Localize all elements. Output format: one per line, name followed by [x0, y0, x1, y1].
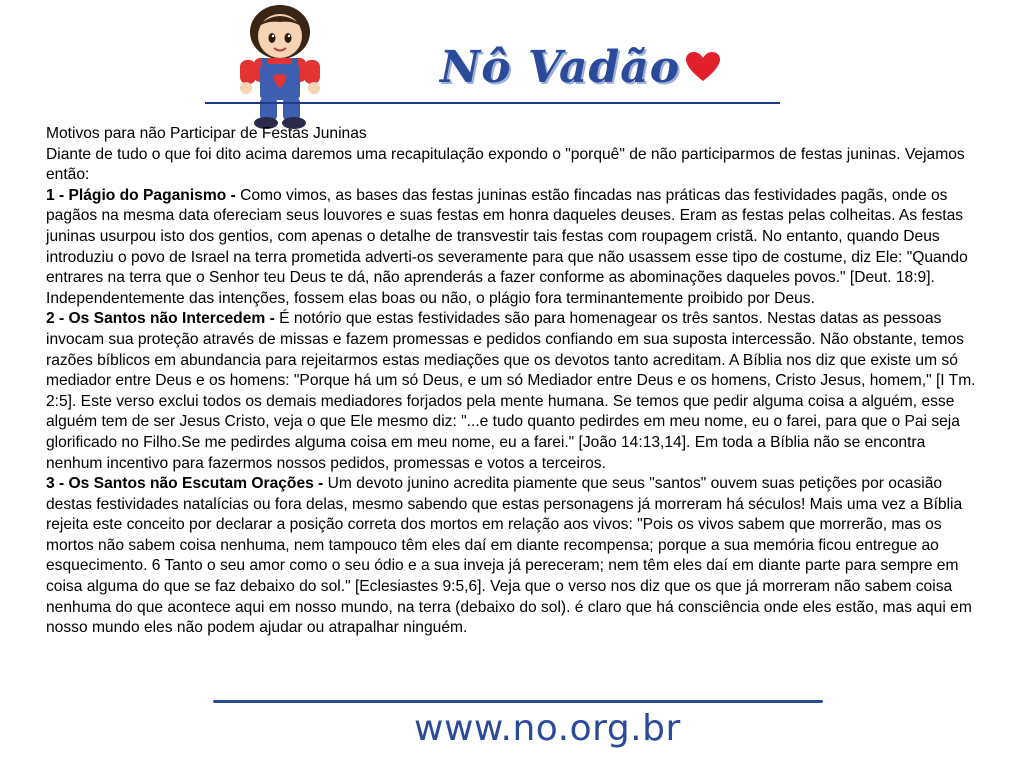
footer-divider — [213, 700, 823, 703]
header-divider — [205, 102, 780, 104]
footer-url[interactable]: www.no.org.br — [414, 708, 681, 749]
article-body — [46, 124, 976, 639]
site-logo — [440, 36, 760, 98]
point-3 — [46, 474, 976, 639]
article-intro: Diante de tudo o que foi dito acima daremos uma recapitulação expondo o "porquê" de não participarmos de festas juninas. Vejamos então: — [46, 145, 965, 184]
point-2-text: É notório que estas festividades são para homenagear os três santos. Nestas datas as pessoas invocam sua proteção através de missas e fazem promessas e pedidos confiando em sua suposta intercessão. Não obstante, temos razões bíblicos em abundancia para rejeitarmos estas mediações que os devotos tanto acreditam. A Bíblia nos diz que existe um só mediador entre Deus e os homens: "Porque há um só Deus, e um só Mediador entre Deus e os homens, Cristo Jesus, homem," [I Tm. 2:5]. Este verso exclui todos os demais mediadores forjados pela mente humana. Se temos que pedir alguma coisa a alguém, esse alguém tem de ser Jesus Cristo, veja o que Ele mesmo diz: "...e tudo quanto pedirdes em meu nome, eu o farei, para que o Pai seja glorificado no Filho.Se me pedirdes alguma coisa em meu nome, eu a farei." [João 14:13,14]. Em toda a Bíblia não se encontra nenhum incentivo para fazermos nossos pedidos, promessas e votos a terceiros. — [46, 310, 976, 472]
doll-mascot-icon — [228, 2, 332, 130]
logo-text: Nô Vadão — [440, 41, 681, 93]
point-3-text: Um devoto junino acredita piamente que seus "santos" ouvem suas petições por ocasião destas festividades natalícias ou fora delas, mesmo sabendo que estas personagens já morreram há séculos! Mais uma vez a Bíblia rejeita este conceito por declarar a posição correta dos mortos em relação aos vivos: "Pois os vivos sabem que morrerão, mas os mortos não sabem coisa nenhuma, nem tampouco têm eles daí em diante recompensa; porque a sua memória ficou entregue ao esquecimento. 6 Tanto o seu amor como o seu ódio e a sua inveja já pereceram; nem têm eles daí em diante parte para sempre em coisa alguma do que se faz debaixo do sol." [Eclesiastes 9:5,6]. Veja que o verso nos diz que os que já morreram não sabem coisa nenhuma do que acontece aqui em nosso mundo, na terra (debaixo do sol). é claro que há consciência onde eles estão, mas aqui em nosso mundo eles não podem ajudar ou atrapalhar ninguém. — [46, 475, 972, 637]
point-1 — [46, 186, 976, 310]
point-3-heading: 3 - Os Santos não Escutam Orações - — [46, 475, 324, 493]
point-2 — [46, 309, 976, 474]
heart-icon — [686, 52, 720, 82]
point-2-heading: 2 - Os Santos não Intercedem - — [46, 310, 275, 328]
point-1-text: Como vimos, as bases das festas juninas estão fincadas nas práticas das festividades pagãs, onde os pagãos na mesma data ofereciam seus louvores e suas festas em honra daqueles deuses. Eram as festas pelas colheitas. As festas juninas usurpou isto dos gentios, com apenas o detalhe de transvestir tais festas com roupagem cristã. No entanto, quando Deus introduziu o povo de Israel na terra prometida adverti-os severamente para que não usassem esse tipo de costume, diz Ele: "Quando entrares na terra que o Senhor teu Deus te dá, não aprenderás a fazer conforme as abominações daqueles povos." [Deut. 18:9]. Independentemente das intenções, fossem elas boas ou não, o plágio fora terminantemente proibido por Deus. — [46, 186, 968, 307]
article-title: Motivos para não Participar de Festas Juninas — [46, 125, 367, 142]
point-1-heading: 1 - Plágio do Paganismo - — [46, 186, 236, 204]
